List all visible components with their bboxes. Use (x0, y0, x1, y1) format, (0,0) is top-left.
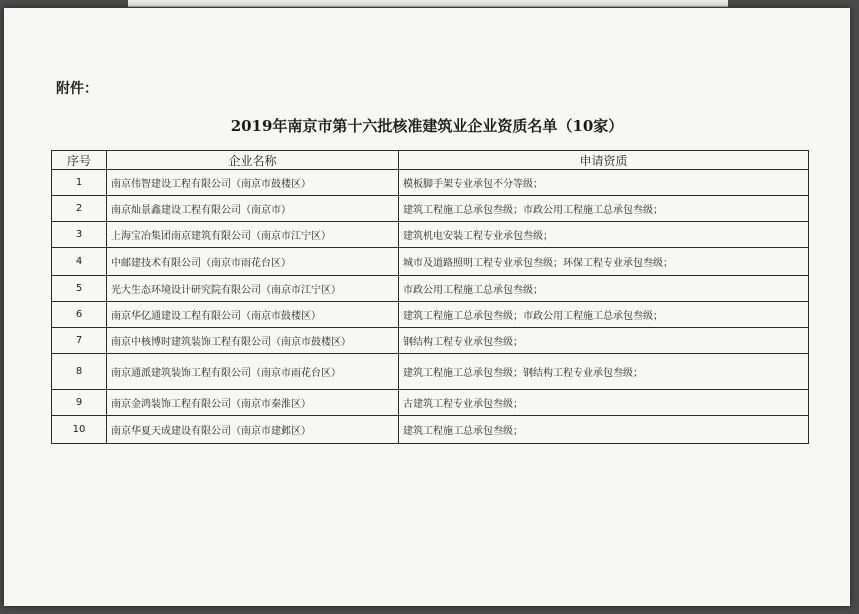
row-company: 南京通派建筑装饰工程有限公司（南京市雨花台区） (107, 354, 399, 390)
row-company: 南京华亿通建设工程有限公司（南京市鼓楼区） (107, 302, 399, 328)
row-company: 南京华夏天成建设有限公司（南京市建邺区） (107, 416, 399, 444)
table-row (52, 302, 809, 328)
header-number: 序号 (52, 151, 107, 170)
row-company: 南京伟智建设工程有限公司（南京市鼓楼区） (107, 170, 399, 196)
table-row (52, 222, 809, 248)
scanner-top-edge (128, 0, 728, 7)
row-number: 1 (52, 170, 107, 196)
row-number: 5 (52, 276, 107, 302)
table-row (52, 416, 809, 444)
row-number: 10 (52, 416, 107, 444)
table-row (52, 196, 809, 222)
row-company: 南京中核博时建筑装饰工程有限公司（南京市鼓楼区） (107, 328, 399, 354)
row-company: 中邮建技术有限公司（南京市雨花台区） (107, 248, 399, 276)
row-number: 7 (52, 328, 107, 354)
header-qualification: 申请资质 (399, 151, 809, 170)
attachment-label: 附件： (56, 81, 98, 97)
table-row (52, 328, 809, 354)
row-company: 南京灿景鑫建设工程有限公司（南京市） (107, 196, 399, 222)
document-page (4, 8, 850, 606)
row-number: 2 (52, 196, 107, 222)
row-qualification: 建筑工程施工总承包叁级；市政公用工程施工总承包叁级； (399, 196, 809, 222)
table-header-row (52, 151, 809, 170)
row-qualification: 市政公用工程施工总承包叁级； (399, 276, 809, 302)
row-number: 6 (52, 302, 107, 328)
row-company: 南京金鸿装饰工程有限公司（南京市秦淮区） (107, 390, 399, 416)
row-company: 上海宝冶集团南京建筑有限公司（南京市江宁区） (107, 222, 399, 248)
table-row (52, 170, 809, 196)
row-number: 4 (52, 248, 107, 276)
qualification-table (51, 150, 809, 444)
row-number: 9 (52, 390, 107, 416)
table-row (52, 390, 809, 416)
row-company: 光大生态环境设计研究院有限公司（南京市江宁区） (107, 276, 399, 302)
row-number: 8 (52, 354, 107, 390)
row-qualification: 钢结构工程专业承包叁级； (399, 328, 809, 354)
row-qualification: 建筑机电安装工程专业承包叁级； (399, 222, 809, 248)
header-company: 企业名称 (107, 151, 399, 170)
document-title: 2019年南京市第十六批核准建筑业企业资质名单（10家） (230, 117, 624, 135)
table-row (52, 276, 809, 302)
row-qualification: 模板脚手架专业承包不分等级； (399, 170, 809, 196)
row-qualification: 建筑工程施工总承包叁级；钢结构工程专业承包叁级； (399, 354, 809, 390)
row-number: 3 (52, 222, 107, 248)
table-row (52, 354, 809, 390)
row-qualification: 建筑工程施工总承包叁级；市政公用工程施工总承包叁级； (399, 302, 809, 328)
table-row (52, 248, 809, 276)
row-qualification: 城市及道路照明工程专业承包叁级；环保工程专业承包叁级； (399, 248, 809, 276)
row-qualification: 建筑工程施工总承包叁级； (399, 416, 809, 444)
row-qualification: 古建筑工程专业承包叁级； (399, 390, 809, 416)
